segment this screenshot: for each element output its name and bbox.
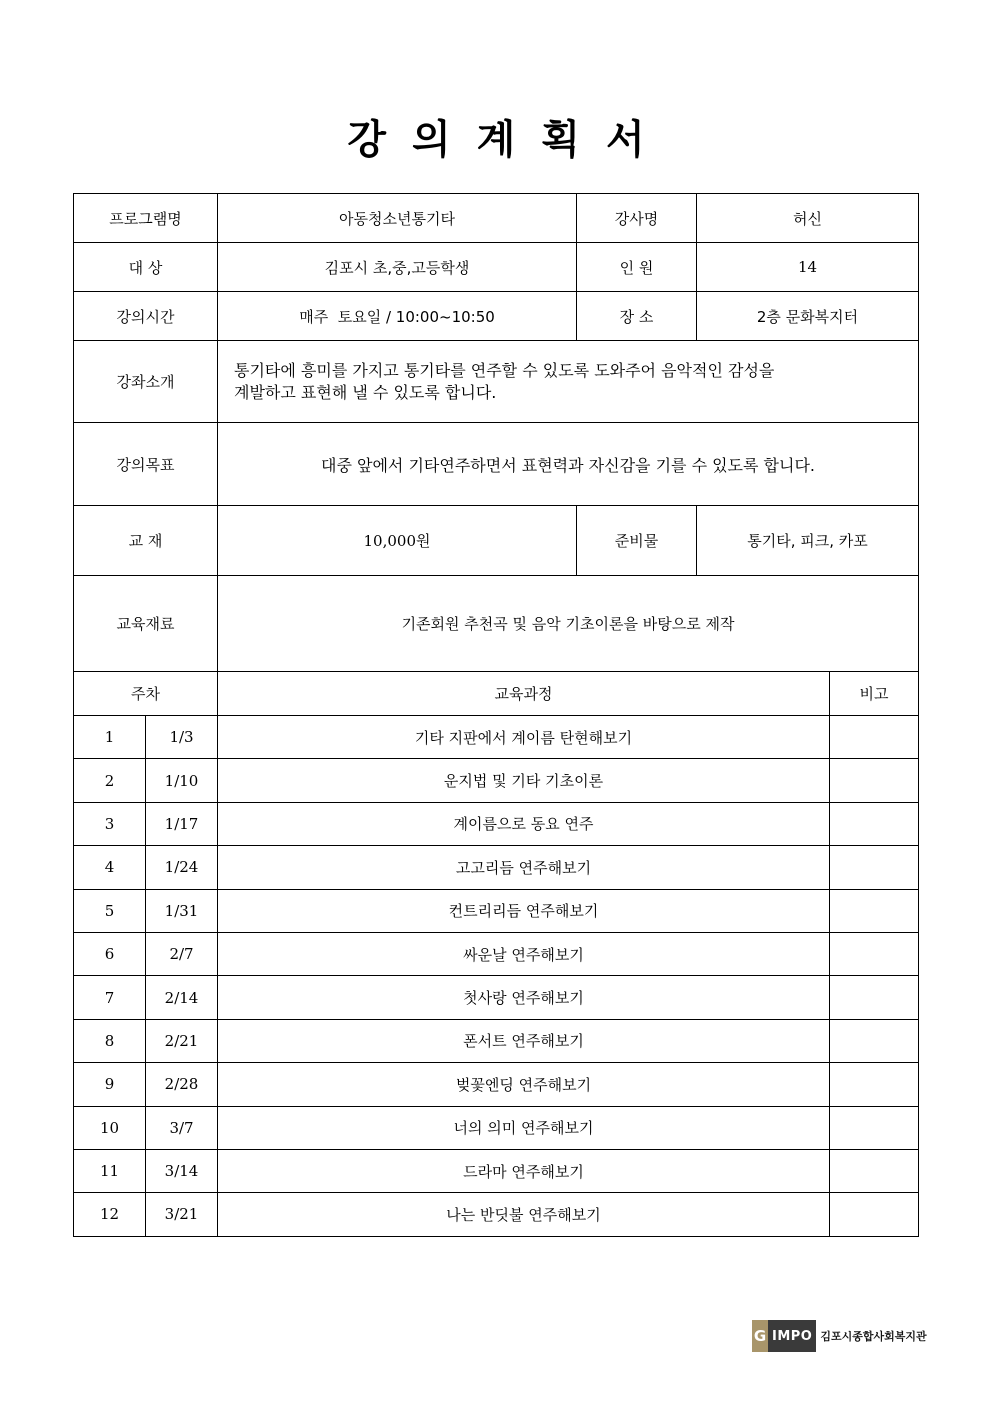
row-content: 컨트리리듬 연주해보기: [218, 889, 830, 932]
row-content: 기타 지판에서 계이름 탄현해보기: [218, 716, 830, 759]
row-date: 3/21: [146, 1193, 218, 1236]
schedule-header-row: [74, 672, 919, 716]
row-note: [830, 1106, 919, 1149]
schedule-row: [74, 1019, 919, 1062]
target-label: 대 상: [74, 243, 218, 292]
document-title: 강의계획서: [347, 117, 671, 163]
schedule-row: [74, 759, 919, 802]
footer-logo: [752, 1320, 927, 1352]
row-date: 1/10: [146, 759, 218, 802]
row-number: 4: [74, 846, 146, 889]
intro-label: 강좌소개: [74, 341, 218, 423]
schedule-row: [74, 976, 919, 1019]
material-value: 기존회원 추천곡 및 음악 기초이론을 바탕으로 제작: [218, 576, 919, 672]
row-number: 3: [74, 802, 146, 845]
schedule-row: [74, 802, 919, 845]
row-content: 싸운날 연주해보기: [218, 932, 830, 975]
row-date: 1/24: [146, 846, 218, 889]
row-date: 1/3: [146, 716, 218, 759]
row-date: 2/14: [146, 976, 218, 1019]
row-date: 2/28: [146, 1063, 218, 1106]
row-number: 10: [74, 1106, 146, 1149]
row-note: [830, 759, 919, 802]
logo-g: G: [752, 1320, 768, 1352]
org-name: 김포시종합사회복지관: [820, 1330, 927, 1343]
time-value: 매주 토요일 / 10:00~10:50: [218, 292, 577, 341]
row-content: 운지법 및 기타 기초이론: [218, 759, 830, 802]
row-number: 8: [74, 1019, 146, 1062]
intro-row: [74, 341, 919, 423]
schedule-row: [74, 932, 919, 975]
row-number: 6: [74, 932, 146, 975]
schedule-body: [74, 716, 919, 1237]
row-note: [830, 889, 919, 932]
row-date: 1/31: [146, 889, 218, 932]
intro-line-2: 계발하고 표현해 낼 수 있도록 합니다.: [234, 382, 497, 402]
intro-value: [218, 341, 919, 423]
course-header: 교육과정: [218, 672, 830, 716]
logo-text: IMPO: [768, 1320, 816, 1352]
row-note: [830, 716, 919, 759]
row-content: 고고리듬 연주해보기: [218, 846, 830, 889]
textbook-value: 10,000원: [218, 506, 577, 576]
row-note: [830, 846, 919, 889]
place-label: 장 소: [577, 292, 697, 341]
row-number: 1: [74, 716, 146, 759]
goal-value: 대중 앞에서 기타연주하면서 표현력과 자신감을 기를 수 있도록 합니다.: [218, 423, 919, 506]
row-number: 7: [74, 976, 146, 1019]
row-content: 첫사랑 연주해보기: [218, 976, 830, 1019]
row-content: 폰서트 연주해보기: [218, 1019, 830, 1062]
supplies-label: 준비물: [577, 506, 697, 576]
row-note: [830, 1149, 919, 1192]
row-content: 벚꽃엔딩 연주해보기: [218, 1063, 830, 1106]
row-note: [830, 802, 919, 845]
goal-label: 강의목표: [74, 423, 218, 506]
schedule-row: [74, 889, 919, 932]
row-date: 1/17: [146, 802, 218, 845]
row-content: 계이름으로 동요 연주: [218, 802, 830, 845]
program-label: 프로그램명: [74, 194, 218, 243]
time-label: 강의시간: [74, 292, 218, 341]
schedule-row: [74, 846, 919, 889]
row-number: 9: [74, 1063, 146, 1106]
row-note: [830, 932, 919, 975]
row-number: 12: [74, 1193, 146, 1236]
note-header: 비고: [830, 672, 919, 716]
place-value: 2층 문화복지터: [697, 292, 919, 341]
row-number: 11: [74, 1149, 146, 1192]
program-value: 아동청소년통기타: [218, 194, 577, 243]
program-row: [74, 194, 919, 243]
material-label: 교육재료: [74, 576, 218, 672]
target-value: 김포시 초,중,고등학생: [218, 243, 577, 292]
row-content: 드라마 연주해보기: [218, 1149, 830, 1192]
schedule-row: [74, 1063, 919, 1106]
textbook-label: 교 재: [74, 506, 218, 576]
time-row: [74, 292, 919, 341]
lecture-plan-table: [73, 193, 919, 1237]
row-note: [830, 1019, 919, 1062]
instructor-value: 허신: [697, 194, 919, 243]
row-note: [830, 976, 919, 1019]
schedule-row: [74, 1193, 919, 1236]
row-content: 나는 반딧불 연주해보기: [218, 1193, 830, 1236]
schedule-row: [74, 1106, 919, 1149]
row-date: 2/21: [146, 1019, 218, 1062]
goal-row: [74, 423, 919, 506]
supplies-value: 통기타, 피크, 카포: [697, 506, 919, 576]
target-row: [74, 243, 919, 292]
count-label: 인 원: [577, 243, 697, 292]
material-row: [74, 576, 919, 672]
schedule-row: [74, 1149, 919, 1192]
row-date: 3/14: [146, 1149, 218, 1192]
row-number: 5: [74, 889, 146, 932]
week-header: 주차: [74, 672, 218, 716]
schedule-row: [74, 716, 919, 759]
row-number: 2: [74, 759, 146, 802]
intro-line-1: 통기타에 흥미를 가지고 통기타를 연주할 수 있도록 도와주어 음악적인 감성을: [234, 360, 775, 380]
row-content: 너의 의미 연주해보기: [218, 1106, 830, 1149]
count-value: 14: [697, 243, 919, 292]
row-date: 2/7: [146, 932, 218, 975]
row-note: [830, 1063, 919, 1106]
row-note: [830, 1193, 919, 1236]
instructor-label: 강사명: [577, 194, 697, 243]
textbook-row: [74, 506, 919, 576]
gimpo-logo-mark: [752, 1320, 816, 1352]
row-date: 3/7: [146, 1106, 218, 1149]
